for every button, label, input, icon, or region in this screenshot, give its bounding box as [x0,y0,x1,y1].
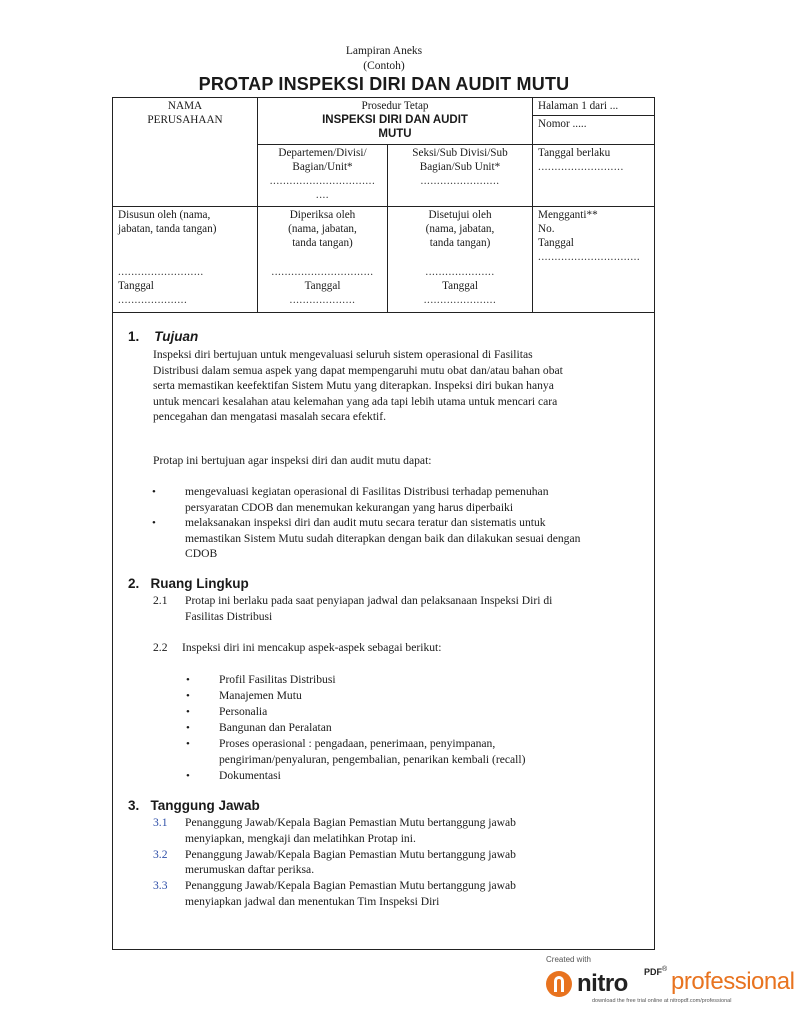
item-2-2-number: 2.2 [153,641,168,654]
prepared-by-cell: Disusun oleh (nama, jabatan, tanda tangan) .......................... Tanggal ..................... [113,207,258,313]
bullet-glyph: • [186,722,190,734]
responsibility-text: Penanggung Jawab/Kepala Bagian Pemastian Mutu bertanggung jawab merumuskan daftar periksa. [185,847,516,876]
annex-label: Lampiran Aneks [345,45,423,57]
item-2-2-text: Inspeksi diri ini mencakup aspek-aspek sebagai berikut: [182,641,442,654]
item-2-1-text: Protap ini berlaku pada saat penyiapan jadwal dan pelaksanaan Inspeksi Diri di Fasilitas Distribusi [185,594,553,623]
responsibility-text: Penanggung Jawab/Kepala Bagian Pemastian Mutu bertanggung jawab menyiapkan jadwal dan menentukan Tim Inspeksi Diri [185,879,516,908]
scope-list-item: Proses operasional : pengadaan, penerimaan, penyimpanan, pengiriman/penyaluran, pengembalian, penarikan kembali (recall) [219,737,526,766]
responsibility-text: Penanggung Jawab/Kepala Bagian Pemastian Mutu bertanggung jawab menyiapkan, mengkaji dan melatihkan Protap ini. [185,816,516,845]
bullet-glyph: • [152,517,156,529]
department-cell: Departemen/Divisi/ Bagian/Unit* ................................ .... [258,145,388,207]
scope-list-item: Manajemen Mutu [219,689,302,702]
scope-list-item: Dokumentasi [219,769,281,782]
nitro-watermark: Created with nitro PDF ® professional download the free trial online at nitropdf.com/professional [546,955,794,1004]
annex-sublabel: (Contoh) [363,60,405,72]
section-3-heading: 3. Tanggung Jawab [128,798,260,813]
company-name-cell: NAMA PERUSAHAAN [113,98,258,207]
checked-by-cell: Diperiksa oleh (nama, jabatan, tanda tangan) ............................... Tanggal .................... [258,207,388,313]
section-1-bullet-1: mengevaluasi kegiatan operasional di Fasilitas Distribusi terhadap pemenuhan persyaratan CDOB dan menemukan kekurangan yang harus diperbaiki [185,485,549,514]
bullet-glyph: • [186,770,190,782]
section-1-paragraph: Inspeksi diri bertujuan untuk mengevaluasi seluruh sistem operasional di Fasilitas Distribusi dalam semua aspek yang dapat mempengaruhi mutu obat dan/atau bahan obat serta memastikan keefektifan Sistem Mutu yang diterapkan. Inspeksi diri bukan hanya untuk mencari kesalahan atau kelemahan yang ada tapi lebih utama untuk mencari cara pencegahan dan mengatasi masalah secara efektif. [153,348,563,423]
section-1-bullet-2: melaksanakan inspeksi diri dan audit mutu secara teratur dan sistematis untuk memastikan Sistem Mutu sudah diterapkan dengan baik dan dilakukan sesuai dengan CDOB [185,516,581,560]
approved-by-cell: Disetujui oleh (nama, jabatan, tanda tangan) ..................... Tanggal ...................... [388,207,533,313]
bullet-glyph: • [186,690,190,702]
responsibility-number: 3.1 [153,816,168,829]
document-header-table [112,97,655,313]
replaces-cell: Mengganti** No. Tanggal ............................... [533,207,655,313]
scope-list-item: Personalia [219,705,268,718]
scope-list-item: Bangunan dan Peralatan [219,721,332,734]
effective-date-cell: Tanggal berlaku .......................... [533,145,655,207]
bullet-glyph: • [186,706,190,718]
bullet-glyph: • [186,674,190,686]
bullet-glyph: • [186,738,190,750]
responsibility-number: 3.2 [153,847,168,861]
section-1-intro: Protap ini bertujuan agar inspeksi diri dan audit mutu dapat: [153,454,432,467]
section-cell: Seksi/Sub Divisi/Sub Bagian/Sub Unit* ........................ [388,145,533,207]
scope-list-item: Profil Fasilitas Distribusi [219,673,336,686]
item-2-1-number: 2.1 [153,594,168,607]
page-number-cell: Halaman 1 dari ... Nomor ..... [533,98,655,145]
procedure-title-cell: Prosedur Tetap INSPEKSI DIRI DAN AUDIT MUTU [258,98,533,145]
section-1-heading: 1. Tujuan [128,329,199,344]
responsibility-number: 3.3 [153,879,168,892]
section-2-heading: 2. Ruang Lingkup [128,576,249,591]
bullet-glyph: • [152,486,156,498]
document-title: PROTAP INSPEKSI DIRI DAN AUDIT MUTU [198,74,570,94]
